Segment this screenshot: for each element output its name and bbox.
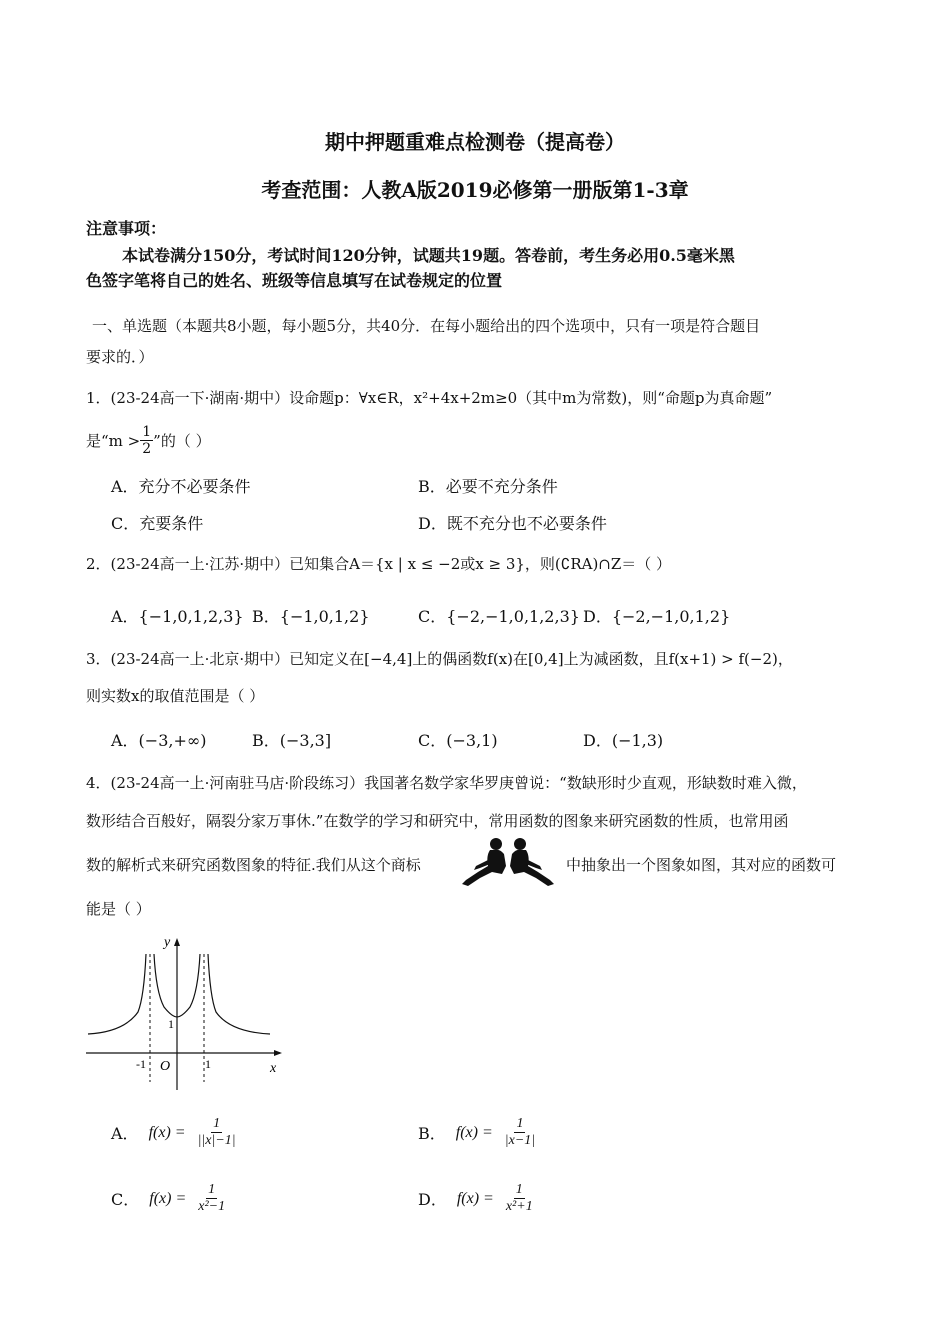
fraction-denominator: ||x|−1| <box>197 1133 236 1148</box>
q4-option-a-label: A． <box>111 1124 139 1143</box>
question-3-stem-line-2: 则实数x的取值范围是（ ） <box>86 687 265 705</box>
fraction-numerator: 1 <box>516 1116 524 1131</box>
x-axis-arrow-icon <box>274 1050 282 1056</box>
y-axis-arrow-icon <box>174 938 180 946</box>
q4-option-a-lhs: f(x) = <box>148 1123 186 1141</box>
question-1-stem: 1．(23-24高一下·湖南·期中）设命题p：∀x∈R，x²+4x+2m≥0（其中m为常数)，则“命题p为真命题” <box>86 389 773 407</box>
q4-option-c-fraction <box>196 1182 227 1215</box>
q1-option-d[interactable]: D．既不充分也不必要条件 <box>418 514 607 533</box>
q2-option-b[interactable]: B．{−1,0,1,2} <box>252 607 370 626</box>
q4-option-b-fraction <box>503 1116 537 1149</box>
page-subtitle: 考查范围：人教A版2019必修第一册版第1-3章 <box>261 178 689 202</box>
page-title: 期中押题重难点检测卷（提高卷） <box>325 130 625 154</box>
origin-label: O <box>160 1059 171 1074</box>
q3-option-d[interactable]: D．(−1,3) <box>583 731 664 750</box>
q2-option-d[interactable]: D．{−2,−1,0,1,2} <box>583 607 731 626</box>
q4-option-c-label: C． <box>111 1190 140 1209</box>
q4-option-d[interactable] <box>418 1182 535 1215</box>
function-graph-svg <box>84 932 294 1092</box>
x-tick-neg-1: -1 <box>136 1057 146 1071</box>
q4-option-d-fraction <box>504 1182 535 1215</box>
question-4-stem-line-3a: 数的解析式来研究函数图象的特征.我们从这个商标 <box>86 856 421 874</box>
x-tick-1: 1 <box>205 1057 211 1071</box>
question-4-stem-line-4: 能是（ ） <box>86 900 151 918</box>
y-axis-label: y <box>164 935 171 950</box>
fraction <box>140 424 153 457</box>
q4-option-d-label: D． <box>418 1190 447 1209</box>
logo-silhouette-icon <box>458 836 558 888</box>
function-graph <box>84 932 294 1092</box>
notes-label: 注意事项： <box>86 219 167 238</box>
q4-option-a-fraction <box>196 1116 238 1149</box>
fraction-numerator: 1 <box>515 1182 523 1197</box>
section-heading-line-1: 一、单选题（本题共8小题，每小题5分，共40分．在每小题给出的四个选项中，只有一项是符合题目 <box>92 317 761 335</box>
kappa-logo-image <box>458 836 558 888</box>
q3-option-c[interactable]: C．(−3,1) <box>418 731 498 750</box>
curve-left-branch <box>88 954 146 1034</box>
notes-line-1: 本试卷满分150分，考试时间120分钟，试题共19题。答卷前，考生务必用0.5毫米黑 <box>122 246 735 265</box>
notes-line-2: 色签字笔将自己的姓名、班级等信息填写在试卷规定的位置 <box>86 271 503 290</box>
q4-option-d-lhs: f(x) = <box>456 1189 494 1207</box>
question-4-stem-line-3b: 中抽象出一个图象如图，其对应的函数可 <box>566 856 837 874</box>
q4-option-b-lhs: f(x) = <box>455 1123 493 1141</box>
question-1-stem-part: 是“m > <box>86 432 141 450</box>
fraction-denominator: |x−1| <box>504 1133 536 1148</box>
curve-right-branch <box>208 954 270 1034</box>
q1-option-b[interactable]: B．必要不充分条件 <box>418 477 558 496</box>
question-1-stem-tail: ”的（ ） <box>153 432 211 450</box>
question-4-stem: 4．(23-24高一上·河南驻马店·阶段练习）我国著名数学家华罗庚曾说：“数缺形时少直观，形缺数时难入微， <box>86 774 807 792</box>
y-tick-1: 1 <box>168 1017 174 1031</box>
q2-option-c[interactable]: C．{−2,−1,0,1,2,3} <box>418 607 580 626</box>
q1-option-c[interactable]: C．充要条件 <box>111 514 204 533</box>
q2-option-a[interactable]: A．{−1,0,1,2,3} <box>111 607 244 626</box>
fraction-numerator: 1 <box>208 1182 216 1197</box>
fraction-denominator: x²+1 <box>505 1199 533 1214</box>
q4-option-c-lhs: f(x) = <box>149 1189 187 1207</box>
q1-option-a[interactable]: A．充分不必要条件 <box>111 477 251 496</box>
q4-option-a[interactable] <box>111 1116 238 1149</box>
q3-option-b[interactable]: B．(−3,3] <box>252 731 332 750</box>
q4-option-c[interactable] <box>111 1182 227 1215</box>
question-1-stem-line-2 <box>86 424 211 457</box>
fraction-denominator: 2 <box>142 441 152 457</box>
question-3-stem: 3．(23-24高一上·北京·期中）已知定义在[−4,4]上的偶函数f(x)在[0,4]上为减函数，且f(x+1) > f(−2)， <box>86 650 793 668</box>
q4-option-b-label: B． <box>418 1124 446 1143</box>
question-2-stem: 2．(23-24高一上·江苏·期中）已知集合A＝{x | x ≤ −2或x ≥ 3}，则(∁RA)∩Z＝（ ） <box>86 555 672 573</box>
q4-option-b[interactable] <box>418 1116 537 1149</box>
fraction-numerator: 1 <box>213 1116 221 1131</box>
question-4-stem-line-2: 数形结合百般好，隔裂分家万事休.”在数学的学习和研究中，常用函数的图象来研究函数的性质，也常用函 <box>86 812 789 830</box>
x-axis-label: x <box>270 1061 277 1076</box>
fraction-numerator: 1 <box>142 424 152 440</box>
fraction-denominator: x²−1 <box>198 1199 226 1214</box>
q3-option-a[interactable]: A．(−3,+∞) <box>111 731 207 750</box>
section-heading-line-2: 要求的．） <box>86 348 154 366</box>
